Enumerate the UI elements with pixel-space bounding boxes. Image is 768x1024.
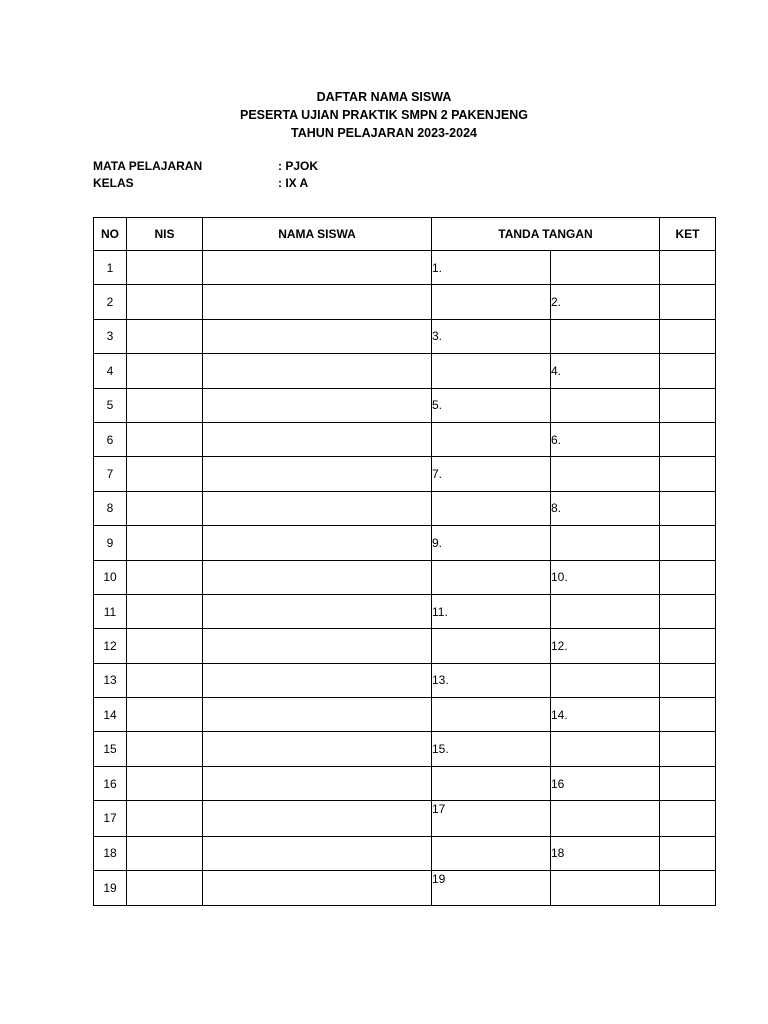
subject-value: : PJOK (278, 159, 319, 173)
signature-left-cell[interactable]: 7. (432, 457, 551, 491)
student-name-cell[interactable] (203, 836, 432, 870)
nis-cell[interactable] (127, 422, 203, 456)
ket-cell[interactable] (660, 560, 716, 594)
table-row (94, 629, 716, 663)
student-name-cell[interactable] (203, 766, 432, 800)
ket-cell[interactable] (660, 251, 716, 285)
table-row (94, 560, 716, 594)
table-row (94, 871, 716, 906)
ket-cell[interactable] (660, 836, 716, 870)
student-name-cell[interactable] (203, 422, 432, 456)
student-name-cell[interactable] (203, 629, 432, 663)
signature-right-cell[interactable] (551, 732, 660, 766)
signature-left-cell[interactable] (432, 354, 551, 388)
nis-cell[interactable] (127, 388, 203, 422)
nis-cell[interactable] (127, 354, 203, 388)
nis-cell[interactable] (127, 457, 203, 491)
ket-cell[interactable] (660, 388, 716, 422)
table-body (94, 251, 716, 906)
nis-cell[interactable] (127, 698, 203, 732)
student-name-cell[interactable] (203, 319, 432, 353)
signature-right-cell[interactable] (551, 319, 660, 353)
header-nama-siswa: NAMA SISWA (203, 218, 432, 251)
ket-cell[interactable] (660, 766, 716, 800)
subject-row (93, 158, 318, 175)
table-row (94, 285, 716, 319)
student-name-cell[interactable] (203, 698, 432, 732)
student-name-cell[interactable] (203, 871, 432, 906)
row-number: 19 (94, 871, 127, 906)
ket-cell[interactable] (660, 594, 716, 628)
nis-cell[interactable] (127, 560, 203, 594)
signature-left-cell[interactable] (432, 698, 551, 732)
ket-cell[interactable] (660, 732, 716, 766)
row-number: 5 (94, 388, 127, 422)
table-row (94, 663, 716, 697)
row-number: 2 (94, 285, 127, 319)
header-no: NO (94, 218, 127, 251)
student-name-cell[interactable] (203, 285, 432, 319)
ket-cell[interactable] (660, 801, 716, 836)
signature-left-cell[interactable]: 17 (432, 801, 551, 836)
student-name-cell[interactable] (203, 491, 432, 525)
nis-cell[interactable] (127, 871, 203, 906)
signature-right-cell[interactable]: 8. (551, 491, 660, 525)
signature-right-cell[interactable] (551, 871, 660, 906)
row-number: 3 (94, 319, 127, 353)
nis-cell[interactable] (127, 526, 203, 560)
signature-left-cell[interactable] (432, 285, 551, 319)
header-nis: NIS (127, 218, 203, 251)
signature-left-cell[interactable] (432, 560, 551, 594)
nis-cell[interactable] (127, 594, 203, 628)
row-number: 11 (94, 594, 127, 628)
ket-cell[interactable] (660, 698, 716, 732)
row-number: 14 (94, 698, 127, 732)
header-school-year: TAHUN PELAJARAN 2023-2024 (291, 126, 477, 140)
nis-cell[interactable] (127, 663, 203, 697)
student-name-cell[interactable] (203, 594, 432, 628)
signature-left-cell[interactable] (432, 422, 551, 456)
ket-cell[interactable] (660, 491, 716, 525)
ket-cell[interactable] (660, 871, 716, 906)
signature-left-cell[interactable]: 3. (432, 319, 551, 353)
class-label: KELAS (93, 175, 134, 190)
row-number: 17 (94, 801, 127, 836)
signature-right-cell[interactable]: 2. (551, 285, 660, 319)
signature-right-cell[interactable] (551, 526, 660, 560)
student-roster-table (93, 217, 716, 906)
signature-right-cell[interactable] (551, 388, 660, 422)
table-row (94, 698, 716, 732)
signature-right-cell[interactable]: 14. (551, 698, 660, 732)
table-row (94, 801, 716, 836)
info-block (93, 158, 318, 191)
table-row (94, 319, 716, 353)
ket-cell[interactable] (660, 629, 716, 663)
header-title: DAFTAR NAMA SISWA (316, 90, 452, 104)
ket-cell[interactable] (660, 354, 716, 388)
row-number: 9 (94, 526, 127, 560)
table-row (94, 354, 716, 388)
row-number: 10 (94, 560, 127, 594)
row-number: 8 (94, 491, 127, 525)
signature-left-cell[interactable]: 5. (432, 388, 551, 422)
signature-right-cell[interactable]: 12. (551, 629, 660, 663)
table-row (94, 732, 716, 766)
signature-left-cell[interactable]: 13. (432, 663, 551, 697)
table-header-row (94, 218, 716, 251)
ket-cell[interactable] (660, 319, 716, 353)
signature-left-cell[interactable] (432, 491, 551, 525)
table-row (94, 836, 716, 870)
signature-right-cell[interactable] (551, 801, 660, 836)
header-subtitle: PESERTA UJIAN PRAKTIK SMPN 2 PAKENJENG (239, 108, 528, 122)
nis-cell[interactable] (127, 319, 203, 353)
subject-label: MATA PELAJARAN (93, 159, 203, 173)
nis-cell[interactable] (127, 766, 203, 800)
row-number: 1 (94, 251, 127, 285)
signature-right-cell[interactable]: 16 (551, 766, 660, 800)
table-row (94, 422, 716, 456)
signature-left-cell[interactable] (432, 766, 551, 800)
signature-left-cell[interactable]: 1. (432, 251, 551, 285)
signature-right-cell[interactable] (551, 663, 660, 697)
ket-cell[interactable] (660, 422, 716, 456)
table-row (94, 594, 716, 628)
student-name-cell[interactable] (203, 457, 432, 491)
nis-cell[interactable] (127, 285, 203, 319)
signature-right-cell[interactable]: 6. (551, 422, 660, 456)
nis-cell[interactable] (127, 836, 203, 870)
signature-right-cell[interactable]: 4. (551, 354, 660, 388)
student-name-cell[interactable] (203, 526, 432, 560)
nis-cell[interactable] (127, 491, 203, 525)
student-name-cell[interactable] (203, 801, 432, 836)
signature-left-cell[interactable]: 9. (432, 526, 551, 560)
table-row (94, 457, 716, 491)
row-number: 16 (94, 766, 127, 800)
signature-right-cell[interactable] (551, 594, 660, 628)
signature-left-cell[interactable]: 11. (432, 594, 551, 628)
table-row (94, 251, 716, 285)
table-row (94, 491, 716, 525)
document-header (0, 88, 768, 142)
row-number: 6 (94, 422, 127, 456)
nis-cell[interactable] (127, 629, 203, 663)
student-name-cell[interactable] (203, 732, 432, 766)
table-row (94, 388, 716, 422)
row-number: 15 (94, 732, 127, 766)
header-tanda-tangan: TANDA TANGAN (432, 218, 660, 251)
ket-cell[interactable] (660, 285, 716, 319)
ket-cell[interactable] (660, 526, 716, 560)
table-row (94, 526, 716, 560)
row-number: 7 (94, 457, 127, 491)
class-value: : IX A (278, 175, 309, 190)
signature-left-cell[interactable] (432, 836, 551, 870)
table-row (94, 766, 716, 800)
signature-right-cell[interactable]: 10. (551, 560, 660, 594)
signature-right-cell[interactable] (551, 457, 660, 491)
student-name-cell[interactable] (203, 354, 432, 388)
student-name-cell[interactable] (203, 251, 432, 285)
header-ket: KET (660, 218, 716, 251)
row-number: 18 (94, 836, 127, 870)
ket-cell[interactable] (660, 457, 716, 491)
nis-cell[interactable] (127, 732, 203, 766)
student-name-cell[interactable] (203, 560, 432, 594)
row-number: 13 (94, 663, 127, 697)
nis-cell[interactable] (127, 251, 203, 285)
student-name-cell[interactable] (203, 663, 432, 697)
student-name-cell[interactable] (203, 388, 432, 422)
signature-right-cell[interactable] (551, 251, 660, 285)
signature-left-cell[interactable]: 19 (432, 871, 551, 906)
signature-left-cell[interactable]: 15. (432, 732, 551, 766)
nis-cell[interactable] (127, 801, 203, 836)
row-number: 12 (94, 629, 127, 663)
ket-cell[interactable] (660, 663, 716, 697)
signature-left-cell[interactable] (432, 629, 551, 663)
row-number: 4 (94, 354, 127, 388)
class-row (93, 175, 318, 192)
signature-right-cell[interactable]: 18 (551, 836, 660, 870)
